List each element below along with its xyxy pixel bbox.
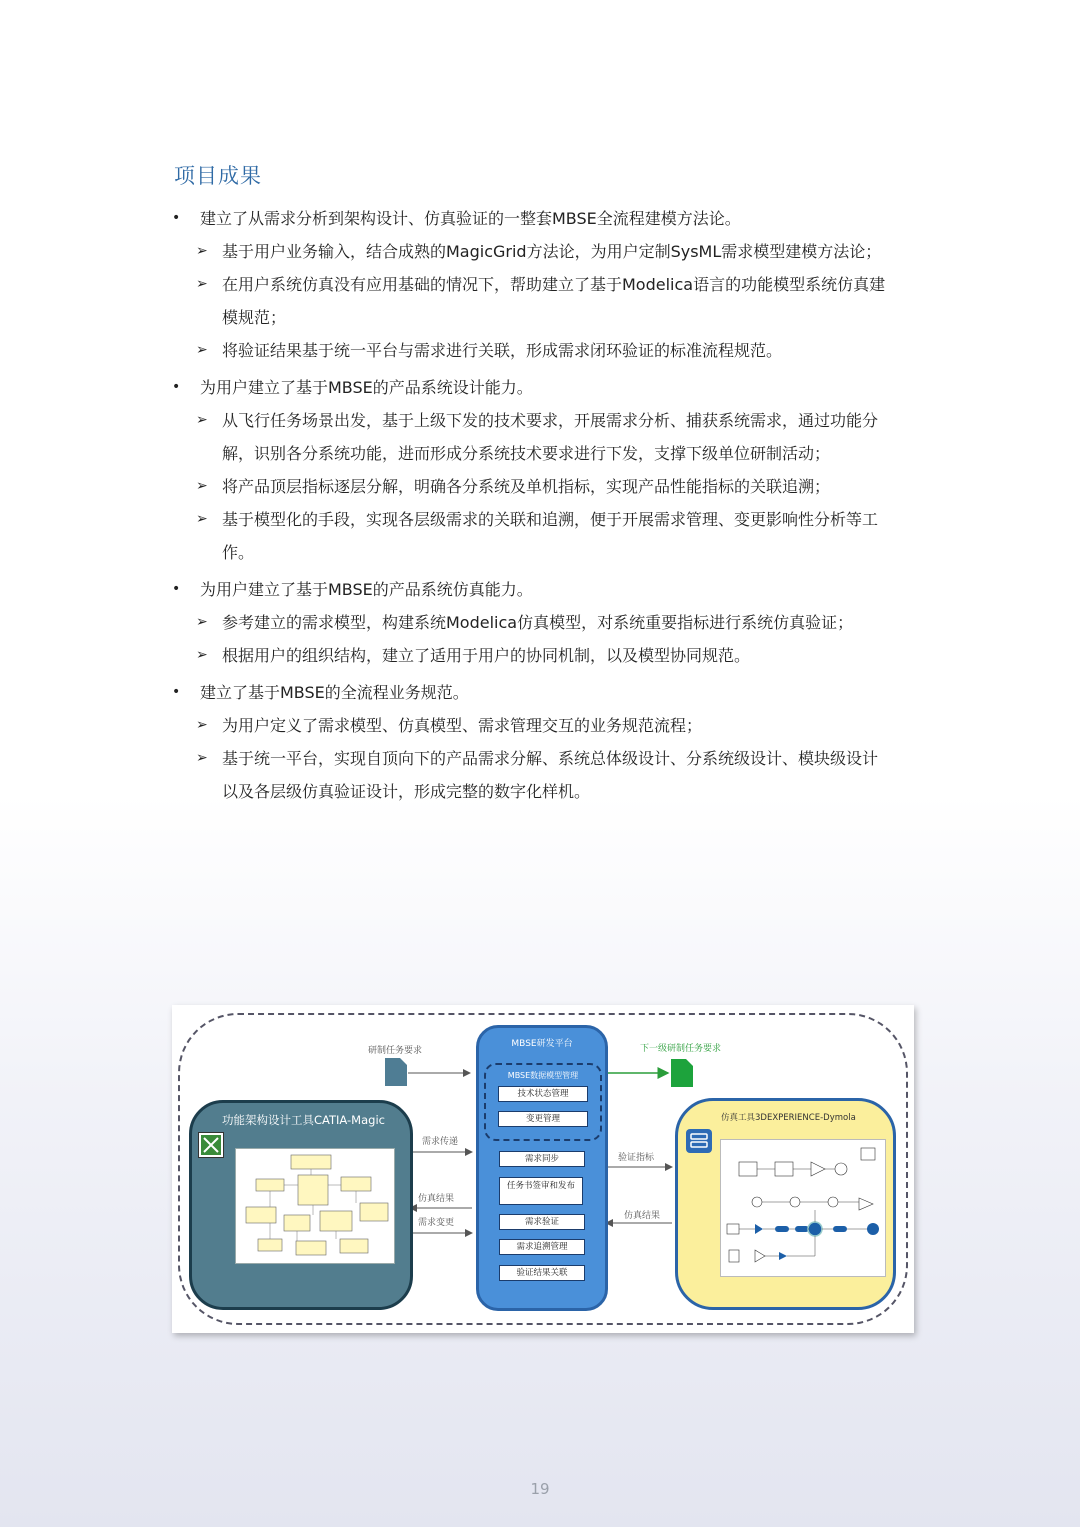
tech-status-management-box: 技术状态管理 <box>498 1086 588 1102</box>
mbse-data-model-title: MBSE数据模型管理 <box>507 1071 579 1080</box>
arrow-bullet-icon: ➢ <box>196 243 208 259</box>
arrow-bullet-icon: ➢ <box>196 717 208 733</box>
simulation-model-graphic <box>721 1140 885 1276</box>
bullet-dot-icon: • <box>172 684 181 700</box>
arrow-bullet-icon: ➢ <box>196 511 208 527</box>
sub-text: 基于统一平台，实现自顶向下的产品需求分解、系统总体级设计、分系统级设计、模块级设计以及各层级仿真验证设计，形成完整的数字化样机。 <box>222 749 879 801</box>
document-icon <box>671 1059 693 1087</box>
task-requirement-label: 研制任务要求 <box>368 1046 423 1056</box>
requirement-sync-box: 需求同步 <box>499 1151 585 1167</box>
document-icon <box>385 1058 407 1086</box>
architecture-diagram <box>172 1005 914 1333</box>
bullet-text: 为用户建立了基于MBSE的产品系统设计能力。 <box>200 378 533 397</box>
simulation-result-right-label: 仿真结果 <box>624 1211 661 1221</box>
bullet-dot-icon: • <box>172 581 181 597</box>
architecture-model-graphic <box>236 1149 394 1263</box>
next-task-requirement-label: 下一级研制任务要求 <box>640 1044 722 1054</box>
sub-text: 从飞行任务场景出发，基于上级下发的技术要求，开展需求分析、捕获系统需求，通过功能分解，识别各分系统功能，进而形成分系统技术要求进行下发，支撑下级单位研制活动； <box>222 411 879 463</box>
sub-text: 根据用户的组织结构，建立了适用于用户的协同机制，以及模型协同规范。 <box>222 646 751 665</box>
requirement-change-label: 需求变更 <box>418 1218 455 1228</box>
arrow-bullet-icon: ➢ <box>196 614 208 630</box>
sub-text: 为用户定义了需求模型、仿真模型、需求管理交互的业务规范流程； <box>222 716 703 735</box>
sub-item <box>172 268 892 334</box>
bullet-text: 建立了基于MBSE的全流程业务规范。 <box>200 683 469 702</box>
bullet-dot-icon: • <box>172 210 181 226</box>
sub-text: 将产品顶层指标逐层分解，明确各分系统及单机指标，实现产品性能指标的关联追溯； <box>222 477 831 496</box>
sub-text: 基于用户业务输入，结合成熟的MagicGrid方法论，为用户定制SysML需求模型建模方法论； <box>222 242 882 261</box>
requirement-transfer-label: 需求传递 <box>422 1137 459 1147</box>
requirement-trace-box: 需求追溯管理 <box>499 1239 585 1255</box>
arrow-bullet-icon: ➢ <box>196 276 208 292</box>
sub-item <box>172 470 892 503</box>
bullet-dot-icon: • <box>172 379 181 395</box>
arrow-bullet-icon: ➢ <box>196 342 208 358</box>
sub-text: 基于模型化的手段，实现各层级需求的关联和追溯，便于开展需求管理、变更影响性分析等工作。 <box>222 510 879 562</box>
mbse-platform-title: MBSE研发平台 <box>511 1039 573 1049</box>
requirement-verification-box: 需求验证 <box>499 1214 585 1230</box>
bullet-item <box>172 202 892 235</box>
arrow-bullet-icon: ➢ <box>196 478 208 494</box>
mbse-platform-panel <box>476 1025 608 1311</box>
dymola-panel <box>675 1098 896 1310</box>
dymola-title: 仿真工具3DEXPERIENCE-Dymola <box>721 1113 856 1123</box>
bullet-item <box>172 676 892 709</box>
verification-result-link-box: 验证结果关联 <box>499 1265 585 1281</box>
sub-item <box>172 606 892 639</box>
task-review-release-box: 任务书签审和发布 <box>499 1177 583 1205</box>
architecture-model-screenshot <box>235 1148 395 1264</box>
bullet-text: 为用户建立了基于MBSE的产品系统仿真能力。 <box>200 580 533 599</box>
bullet-text: 建立了从需求分析到架构设计、仿真验证的一整套MBSE全流程建模方法论。 <box>200 209 741 228</box>
sub-item <box>172 639 892 672</box>
bullet-item <box>172 573 892 606</box>
catia-magic-panel <box>189 1100 413 1310</box>
catia-magic-title: 功能架构设计工具CATIA-Magic <box>222 1113 385 1127</box>
bullet-item <box>172 371 892 404</box>
catia-app-icon <box>198 1132 224 1158</box>
mbse-data-model-group <box>484 1063 602 1141</box>
arrow-bullet-icon: ➢ <box>196 750 208 766</box>
sub-item <box>172 503 892 569</box>
arrow-bullet-icon: ➢ <box>196 412 208 428</box>
arrow-bullet-icon: ➢ <box>196 647 208 663</box>
change-management-box: 变更管理 <box>498 1111 588 1127</box>
section-title: 项目成果 <box>174 164 262 188</box>
sub-item <box>172 235 892 268</box>
sub-item <box>172 742 892 808</box>
simulation-model-screenshot <box>720 1139 886 1277</box>
page-number: 19 <box>530 1480 550 1498</box>
simulation-result-left-label: 仿真结果 <box>418 1194 455 1204</box>
sub-item <box>172 404 892 470</box>
sub-text: 将验证结果基于统一平台与需求进行关联，形成需求闭环验证的标准流程规范。 <box>222 341 783 360</box>
results-list <box>172 198 892 808</box>
dymola-app-icon <box>686 1129 712 1153</box>
sub-item <box>172 709 892 742</box>
verification-index-label: 验证指标 <box>618 1153 655 1163</box>
sub-item <box>172 334 892 367</box>
sub-text: 参考建立的需求模型，构建系统Modelica仿真模型，对系统重要指标进行系统仿真验证； <box>222 613 854 632</box>
sub-text: 在用户系统仿真没有应用基础的情况下，帮助建立了基于Modelica语言的功能模型系统仿真建模规范； <box>222 275 886 327</box>
